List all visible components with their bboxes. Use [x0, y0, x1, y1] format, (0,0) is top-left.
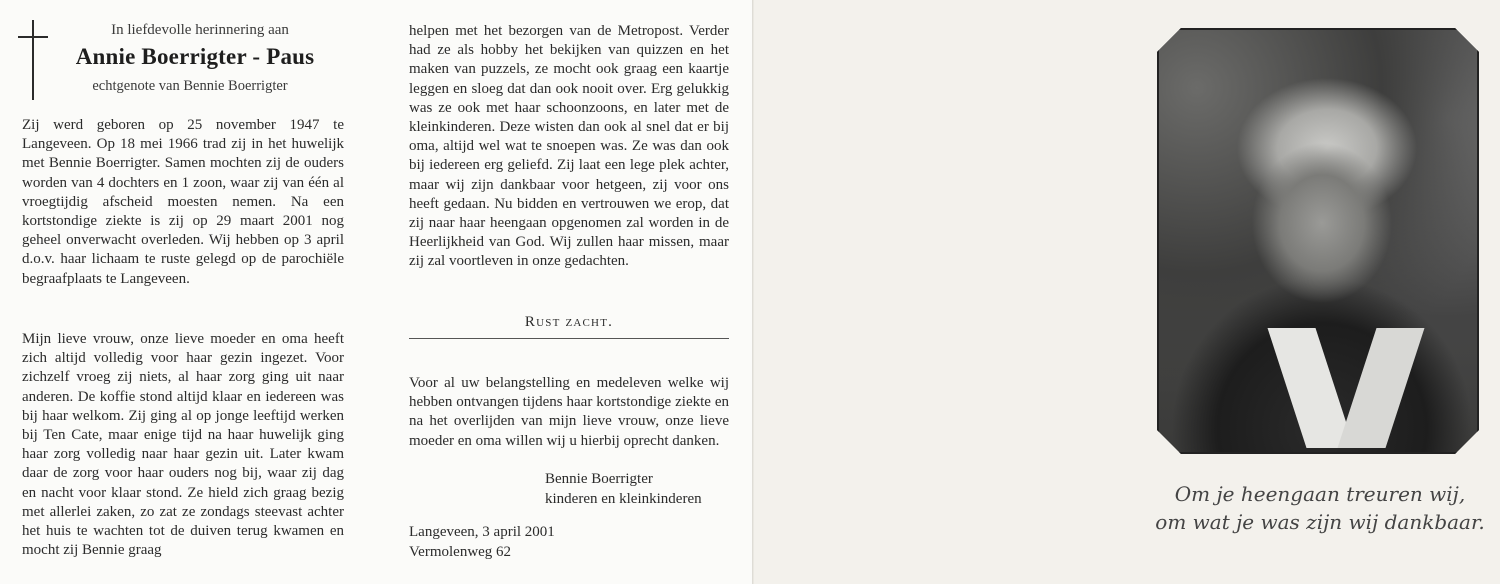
quote-line-2: om wat je was zijn wij dankbaar. [1155, 510, 1485, 534]
signature-block [545, 470, 702, 509]
place-date-block [409, 523, 555, 562]
header-subtitle: echtgenote van Bennie Boerrigter [92, 78, 288, 94]
place-date: Langeveen, 3 april 2001 [409, 524, 555, 540]
thanks-paragraph: Voor al uw belangstelling en medeleven welke wij hebben ontvangen tijdens haar kortstondige ziekte en na het overlijden van mijn lieve vrouw, onze lieve moeder en oma willen wij u hierbij oprecht danken. [409, 375, 729, 449]
tribute-paragraph: Mijn lieve vrouw, onze lieve moeder en oma heeft zich altijd volledig voor haar gezin ingezet. Voor zichzelf vroeg zij niets, al haar zorg ging uit naar anderen. De koffie stond altijd klaar en iedereen was bij haar welkom. Zij ging al op jonge leeftijd werken bij Ten Cate, maar enige tijd na haar huwelijk ging haar zorg volledig naar haar gezin uit. Later kwam daar de zorg voor haar ouders nog bij, waar zij dag en nacht voor klaar stond. Ze hield zich graag bezig met allerlei zaken, zo zat ze zondags steevast achter het huis te wachten tot de duiven terug kwamen en mocht zij Bennie graag [22, 331, 344, 559]
address: Vermolenweg 62 [409, 543, 512, 560]
divider [409, 338, 729, 339]
deceased-name: Annie Boerrigter - Paus [75, 44, 315, 69]
quote-line-1: Om je heengaan treuren wij, [1174, 482, 1466, 506]
header-intro: In liefdevolle herinnering aan [111, 22, 289, 38]
tribute-continued-paragraph: helpen met het bezorgen van de Metropost. Verder had ze als hobby het bekijken van quizzen en het maken van puzzels, ze mocht ook graag een kaartje leggen en sloeg dat dan ook nooit over. Erg gelukkig was ze ook met haar schoonzoons, en later met de kleinkinderen. Deze wisten dan ook al snel dat er bij oma, altijd wel wat te snoepen was. Ze was dan ook bij iedereen erg geliefd. Zij laat een lege plek achter, maar wij zijn dankbaar voor hetgeen, zij voor ons heeft gedaan. Nu bidden en vertrouwen we erop, dat zij naar haar heengaan opgenomen zal worden in de Heerlijkheid van God. Wij zullen haar missen, maar zij zal voortleven in onze gedachten. [409, 23, 729, 270]
rust-zacht-heading: Rust zacht. [524, 314, 614, 330]
signature-family: kinderen en kleinkinderen [545, 490, 702, 507]
portrait-photo [1157, 28, 1479, 454]
memorial-quote [1150, 480, 1490, 536]
signature-name: Bennie Boerrigter [545, 471, 653, 487]
biography-paragraph: Zij werd geboren op 25 november 1947 te Langeveen. Op 18 mei 1966 trad zij in het huwelijk met Bennie Boerrigter. Samen mochten zij de ouders worden van 4 dochters en 1 zoon, waar zij van één al vroegtijdig afscheid moesten nemen. Na een kortstondige ziekte is zij op 29 maart 2001 nog geheel onverwacht overleden. Wij hebben op 3 april d.o.v. haar lichaam te ruste gelegd op de parochiële begraafplaats te Langeveen. [22, 117, 344, 287]
